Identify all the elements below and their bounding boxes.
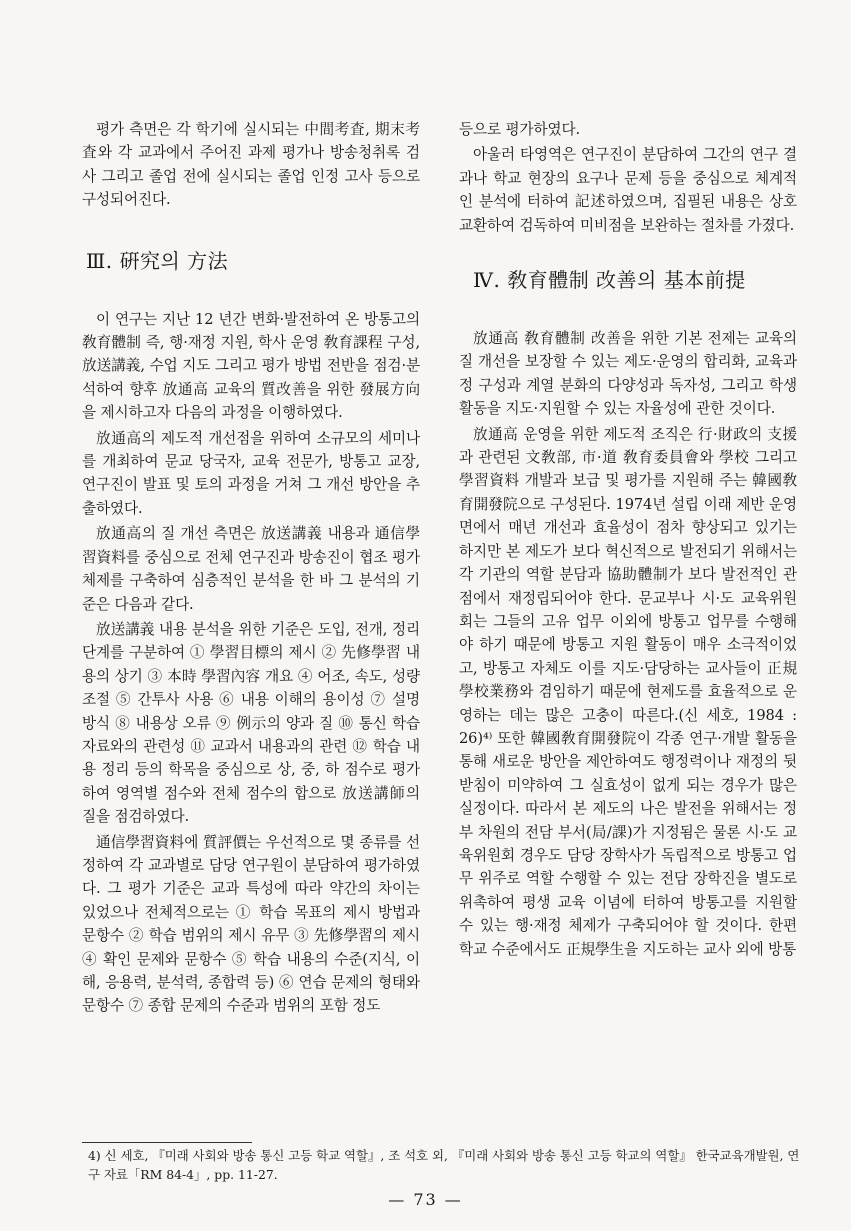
- footnote-divider: [82, 1142, 252, 1143]
- right-column: [459, 118, 797, 963]
- footnote: 4) 신 세호, 『미래 사회와 방송 통신 고등 학교 역할』, 조 석호 외, 『미래 사회와 방송 통신 고등 학교의 역할』 한국교육개발원, 연구 자료「RM 84-4」, pp. 11-27.: [88, 1148, 800, 1182]
- right-paragraph-2: 아울러 타영역은 연구진이 분담하여 그간의 연구 결과나 학교 현장의 요구나 문제 등을 중심으로 체계적인 분석에 터하여 記述하였으며, 집필된 내용은 상호 교환하여 검독하여 미비점을 보완하는 절차를 가졌다.: [459, 146, 797, 234]
- left-paragraph-3: 放通高의 제도적 개선점을 위하여 소규모의 세미나를 개최하여 문교 당국자, 교육 전문가, 방통고 교장, 연구진이 발표 및 토의 과정을 거쳐 그 개선 방안을 추출하였다.: [82, 429, 420, 517]
- section-heading-4: Ⅳ. 敎育體制 改善의 基本前提: [473, 268, 746, 293]
- left-paragraph-2: 이 연구는 지난 12 년간 변화·발전하여 온 방통고의 敎育體制 즉, 행·재정 지원, 학사 운영 敎育課程 구성, 放送講義, 수업 지도 그리고 평가 방법 전반을 점검·분석하여 향후 放通高 교육의 質改善을 위한 發展方向을 제시하고자 다음의 과정을 이행하였다.: [82, 310, 420, 422]
- left-column: [82, 118, 420, 1020]
- section-heading-3: Ⅲ. 硏究의 方法: [86, 248, 229, 273]
- right-paragraph-3: 放通高 敎育體制 改善을 위한 기본 전제는 교육의 질 개선을 보장할 수 있는 제도·운영의 합리화, 교육과정 구성과 계열 분화의 다양성과 독자성, 그리고 학생 활동을 지도·지원할 수 있는 자율성에 관한 것이다.: [459, 330, 797, 418]
- right-paragraph-1: 등으로 평가하였다.: [459, 121, 581, 138]
- left-paragraph-1: 평가 측면은 각 학기에 실시되는 中間考査, 期末考査와 각 교과에서 주어진 과제 평가나 방송청취록 검사 그리고 졸업 전에 실시되는 졸업 인정 고사 등으로 구성되어진다.: [82, 121, 420, 209]
- right-paragraph-4: 放通高 운영을 위한 제도적 조직은 行·財政의 支援과 관련된 文敎部, 市·道 敎育委員會와 學校 그리고 學習資料 개발과 보급 및 평가를 지원해 주는 韓國敎育開發院으로 구성된다. 1974년 설립 이래 제반 운영면에서 매년 개선과 효율성이 점차 향상되고 있기는 하지만 본 제도가 보다 혁신적으로 발전되기 위해서는 각 기관의 역할 분담과 協助體制가 보다 발전적인 관점에서 재정립되어야 한다. 문교부나 시·도 교육위원회는 그들의 고유 업무 이외에 방통고 업무를 수행해야 하기 때문에 방통고 지원 활동이 매우 소극적이었고, 방통고 자체도 이를 지도·담당하는 교사들이 正規學校業務와 겸임하기 때문에 현제도를 효율적으로 운영하는 데는 많은 고충이 따른다.(신 세호, 1984 : 26)⁴⁾ 또한 韓國敎育開發院이 각종 연구·개발 활동을 통해 새로운 방안을 제안하여도 행정력이나 재정의 뒷받침이 미약하여 그 실효성이 없게 되는 경우가 많은 실정이다. 따라서 본 제도의 나은 발전을 위해서는 정부 차원의 전담 부서(局/課)가 지정됨은 물론 시·도 교육위원회 경우도 담당 장학사가 독립적으로 방통고 업무 위주로 역할 수행할 수 있는 전담 장학진을 별도로 위촉하여 평생 교육 이념에 터하여 방통고를 지원할 수 있는 행·재정 체제가 구축되어야 할 것이다. 한편 학교 수준에서도 正規學生을 지도하는 교사 외에 방통: [459, 425, 797, 958]
- page-number: — 73 —: [388, 1190, 463, 1209]
- left-paragraph-5: 放送講義 내용 분석을 위한 기준은 도입, 전개, 정리 단계를 구분하여 ① 學習目標의 제시 ② 先修學習 내용의 상기 ③ 本時 學習內容 개요 ④ 어조, 속도, 성량 조절 ⑤ 간투사 사용 ⑥ 내용 이해의 용이성 ⑦ 설명 방식 ⑧ 내용상 오류 ⑨ 例示의 양과 질 ⑩ 통신 학습 자료와의 관련성 ⑪ 교과서 내용과의 관련 ⑫ 학습 내용 정리 등의 학목을 중심으로 상, 중, 하 점수로 평가하여 영역별 점수와 전체 점수의 합으로 放送講師의 질을 점검하였다.: [82, 620, 420, 826]
- left-paragraph-6: 通信學習資料에 質評價는 우선적으로 몇 종류를 선정하여 각 교과별로 담당 연구원이 분담하여 평가하였다. 그 평가 기준은 교과 특성에 따라 약간의 차이는 있었으나 전체적으로는 ① 학습 목표의 제시 방법과 문항수 ② 학습 범위의 제시 유무 ③ 先修學習의 제시 ④ 확인 문제와 문항수 ⑤ 학습 내용의 수준(지식, 이해, 응용력, 분석력, 종합력 등) ⑥ 연습 문제의 형태와 문항수 ⑦ 종합 문제의 수준과 범위의 포함 정도: [82, 833, 420, 1015]
- left-paragraph-4: 放通高의 질 개선 측면은 放送講義 내용과 通信學習資料를 중심으로 전체 연구진과 방송진이 협조 평가 체제를 구축하여 심층적인 분석을 한 바 그 분석의 기준은 다음과 같다.: [82, 525, 420, 613]
